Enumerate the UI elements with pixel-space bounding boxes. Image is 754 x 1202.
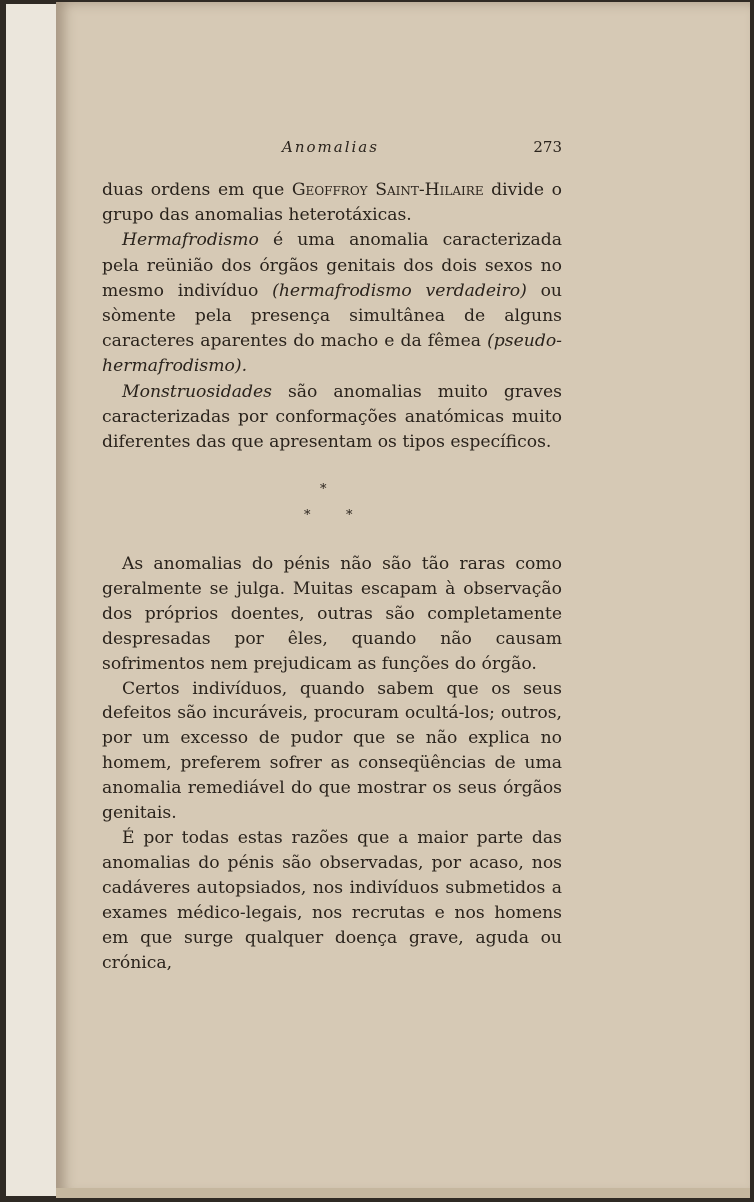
asterism (290, 482, 370, 528)
term: Monstruosidades (122, 381, 272, 402)
author-name: Geoffroy Saint-Hilaire (291, 180, 484, 200)
term: (hermafrodismo verdadeiro) (272, 280, 527, 301)
asterism-star: * (304, 508, 311, 523)
asterism-star: * (320, 482, 327, 497)
paragraph: As anomalias do pénis não são tão raras como geralmente se julga. Muitas escapam à observação dos próprios doentes, outras são completamente despresadas por êles, quando não causam sofrimentos nem prejudicam as funções do órgão. (102, 554, 562, 674)
running-head (102, 138, 562, 160)
paragraph (102, 228, 562, 379)
page-number: 273 (533, 138, 562, 156)
paragraph: Certos indivíduos, quando sabem que os seus defeitos são incuráveis, procuram ocultá-los; outros, por um excesso de pudor que se não explica no homem, preferem sofrer as conseqüências de uma anomalia remediável do que mostrar os seus órgãos genitais. (102, 678, 562, 824)
term: (pseudo-hermafrodismo). (102, 331, 562, 377)
paragraph (102, 380, 562, 456)
term: Hermafrodismo (122, 230, 259, 251)
paragraph (102, 178, 562, 228)
text-run: são anomalias muito graves caracterizadas por conformações anatómicas muito diferentes das que apresentam os tipos específicos. (102, 381, 562, 453)
text-run: é uma anomalia caracterizada pela reünião dos órgãos genitais dos dois sexos no mesmo indivíduo (102, 230, 562, 301)
text-block-bottom (102, 552, 562, 975)
text-run: ou sòmente pela presença simultânea de alguns caracteres aparentes do macho e da fêmea (102, 280, 562, 352)
text-run: divide o grupo das anomalias heterotáxicas. (102, 180, 562, 226)
page-bottom-edge (56, 1188, 750, 1198)
left-margin-strip (6, 4, 56, 1196)
text-block-top (102, 178, 562, 455)
running-title: Anomalias (282, 138, 379, 156)
text-run: duas ordens em que (102, 180, 292, 200)
asterism-star: * (346, 508, 353, 523)
paragraph: É por todas estas razões que a maior parte das anomalias do pénis são observadas, por acaso, nos cadáveres autopsiados, nos indivíduos submetidos a exames médico-legais, nos recrutas e nos homens em que surge qualquer doença grave, aguda ou crónica, (102, 827, 562, 973)
